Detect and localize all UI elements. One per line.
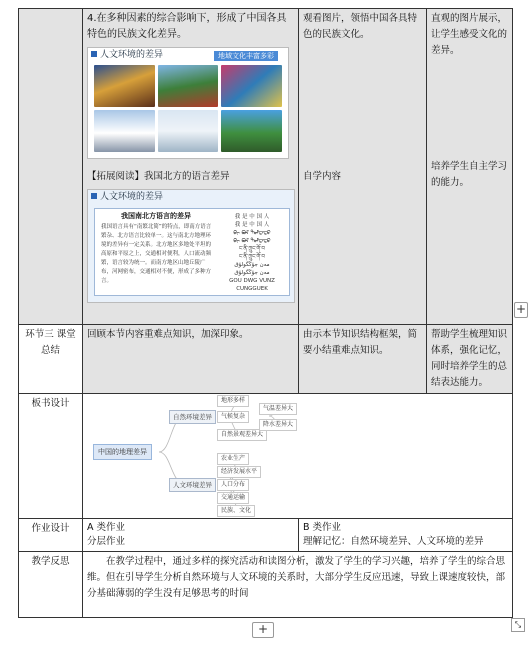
multilingual-script-list bbox=[219, 213, 285, 293]
summary-teacher-text: 回顾本节内容重难点知识，加深印象。 bbox=[87, 329, 249, 340]
board-mindmap bbox=[87, 396, 499, 516]
culture-photo-grid bbox=[88, 62, 288, 158]
activity-label-cell bbox=[19, 9, 83, 325]
reading-title: 【拓展阅读】我国北方的语言差异 bbox=[87, 171, 230, 182]
homework-row bbox=[19, 519, 513, 552]
activity-intent-cell bbox=[427, 9, 513, 325]
homework-b-cell bbox=[299, 519, 513, 552]
mindmap-node: 气候复杂 bbox=[217, 411, 249, 423]
script-line: ང་ནི་ཀྲུང་གོ་བ bbox=[239, 246, 265, 252]
intent-text: 直观的图片展示，让学生感受文化的差异。 bbox=[431, 13, 508, 56]
script-line: ᠪᠢ ᠪᠣᠯ ᠳᠤᠮᠳᠠᠳᠤ bbox=[233, 230, 271, 236]
summary-row bbox=[19, 325, 513, 394]
summary-teacher-cell bbox=[83, 325, 299, 394]
language-slide bbox=[87, 189, 295, 303]
activity-student-cell bbox=[299, 9, 427, 325]
board-label-cell bbox=[19, 394, 83, 519]
mindmap-node: 降水差异大 bbox=[259, 419, 297, 431]
ice-sculpture-photo bbox=[158, 110, 219, 152]
culture-slide bbox=[87, 47, 289, 159]
script-line: GOU DWG VUNZ CUNGGUEK bbox=[229, 278, 275, 292]
student-activity-text-2: 自学内容 bbox=[303, 171, 342, 182]
board-content-cell bbox=[83, 394, 513, 519]
resize-icon[interactable]: ⤡ bbox=[511, 618, 525, 632]
reflection-row bbox=[19, 552, 513, 618]
board-label: 板书设计 bbox=[31, 398, 70, 409]
festival-photo bbox=[158, 65, 219, 107]
slide-banner: 地域文化丰富多彩 bbox=[214, 51, 278, 61]
teacher-activity-text: 4.在多种因素的综合影响下，形成了中国各具特色的民族文化差异。 bbox=[87, 13, 287, 40]
landscape-photo bbox=[221, 110, 282, 152]
summary-intent-text: 帮助学生梳理知识体系，强化记忆，同时培养学生的总结表达能力。 bbox=[431, 329, 508, 388]
intent-text-2: 培养学生自主学习的能力。 bbox=[431, 161, 508, 188]
mindmap-node: 农业生产 bbox=[217, 453, 249, 465]
homework-b-title: B 类作业 bbox=[303, 522, 342, 533]
script-line: مەن جۇڭگولۇق bbox=[234, 270, 270, 276]
reflection-text: 在教学过程中，通过多样的探究活动和读图分析，激发了学生的学习兴趣，培养了学生的综合思维。但在引导学生分析自然环境与人文环境的关系时，大部分学生反应迅速，导致上课速度较快，部分基础薄弱的学生没有足够思考的时间 bbox=[87, 556, 506, 599]
summary-student-cell bbox=[299, 325, 427, 394]
mindmap-node: 自然景观差异大 bbox=[217, 429, 267, 441]
homework-a-text: 分层作业 bbox=[87, 536, 126, 547]
slide-heading: 人文环境的差异 bbox=[88, 48, 288, 62]
mindmap-node: 地形多样 bbox=[217, 395, 249, 407]
mindmap-node: 交通运输 bbox=[217, 492, 249, 504]
add-column-button[interactable]: + bbox=[515, 302, 527, 316]
lesson-plan-table bbox=[18, 8, 513, 618]
homework-label-cell bbox=[19, 519, 83, 552]
slide2-heading: 人文环境的差异 bbox=[88, 190, 294, 204]
student-activity-text: 观看图片，领悟中国各具特色的民族文化。 bbox=[303, 13, 418, 40]
summary-label-cell bbox=[19, 325, 83, 394]
script-line: مەن جۇڭگولۇق bbox=[234, 262, 270, 268]
script-line: 我 是 中 国 人 bbox=[234, 222, 270, 228]
homework-label: 作业设计 bbox=[31, 523, 70, 534]
mindmap-root: 中国的地理差异 bbox=[93, 444, 152, 460]
snow-mountain-photo bbox=[94, 110, 155, 152]
mindmap-natural-branch: 自然环境差异 bbox=[169, 410, 216, 424]
homework-a-title: A 类作业 bbox=[87, 522, 126, 533]
activity-row bbox=[19, 9, 513, 325]
reflection-label: 教学反思 bbox=[31, 556, 70, 567]
article-body: 我国语言具有“南繁北简”的特点，即南方语言繁杂、北方语言比较单一。这与南北方地理环境的差异有一定关系。北方地区多地处平坦的高原和平原之上，交通相对便利，人口流动频繁，语言较为统一。而南方地区山地丘陵广布，河网密布，交通相对不便，形成了多种方言。 bbox=[101, 224, 212, 284]
homework-a-cell bbox=[83, 519, 299, 552]
mindmap-node: 气温差异大 bbox=[259, 403, 297, 415]
article-title: 我国南北方语言的差异 bbox=[121, 212, 191, 220]
homework-b-text: 理解记忆：自然环境差异、人文环境的差异 bbox=[303, 536, 484, 547]
mindmap-human-branch: 人文环境差异 bbox=[169, 478, 216, 492]
summary-label: 环节三 课堂总结 bbox=[25, 329, 76, 356]
reflection-label-cell bbox=[19, 552, 83, 618]
reflection-cell bbox=[83, 552, 513, 618]
mindmap-node: 人口分布 bbox=[217, 479, 249, 491]
board-row bbox=[19, 394, 513, 519]
summary-student-text: 由示本节知识结构框架，简要小结重难点知识。 bbox=[303, 329, 418, 356]
activity-teacher-cell bbox=[83, 9, 299, 325]
summary-intent-cell bbox=[427, 325, 513, 394]
mindmap-node: 经济发展水平 bbox=[217, 466, 261, 478]
mindmap-node: 民族、文化 bbox=[217, 505, 255, 517]
add-row-button[interactable]: + bbox=[252, 622, 274, 638]
script-line: 我 是 中 国 人 bbox=[234, 214, 270, 220]
folk-dance-photo bbox=[94, 65, 155, 107]
script-line: ང་ནི་ཀྲུང་གོ་བ bbox=[239, 254, 265, 260]
costume-photo bbox=[221, 65, 282, 107]
script-line: ᠪᠢ ᠪᠣᠯ ᠳᠤᠮᠳᠠᠳᠤ bbox=[233, 238, 271, 244]
language-slide-content bbox=[94, 208, 290, 296]
